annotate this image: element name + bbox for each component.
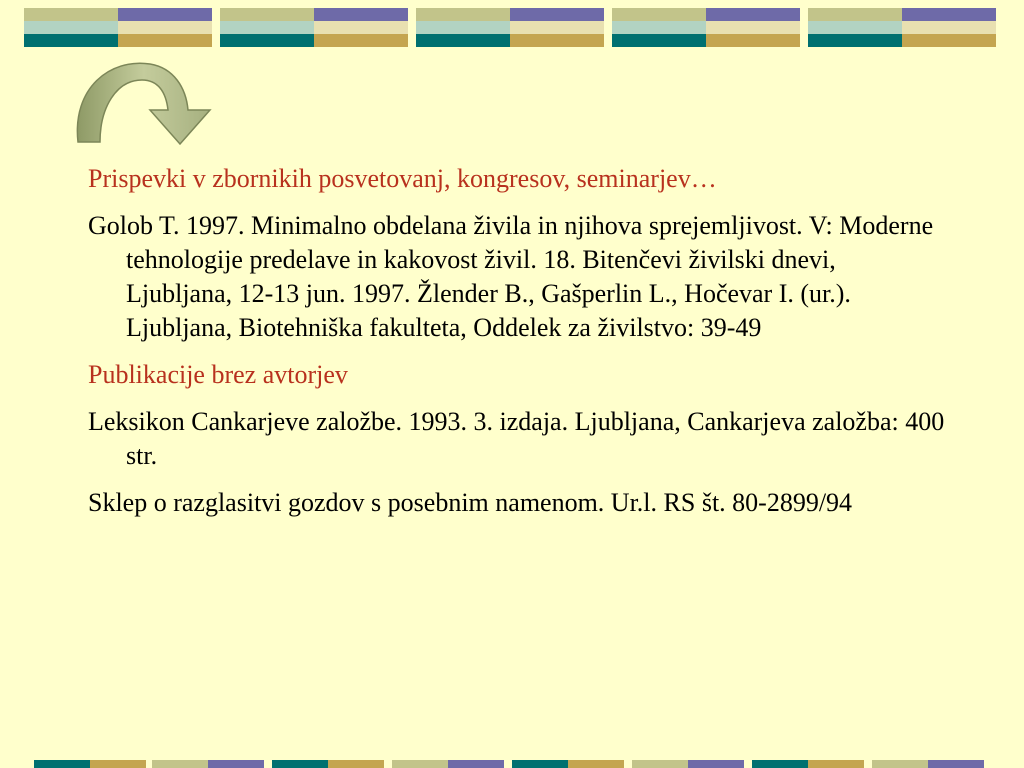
top-decoration-block xyxy=(24,8,212,47)
top-decoration-block xyxy=(808,8,996,47)
reference-entry: Sklep o razglasitvi gozdov s posebnim namenom. Ur.l. RS št. 80-2899/94 xyxy=(88,488,853,517)
section-heading-proceedings: Prispevki v zbornikih posvetovanj, kongresov, seminarjev… xyxy=(88,164,717,193)
reference-list xyxy=(88,162,948,533)
top-decoration-block xyxy=(220,8,408,47)
bottom-decoration-strip xyxy=(0,760,1024,768)
top-decoration-block xyxy=(612,8,800,47)
section-heading-no-author: Publikacije brez avtorjev xyxy=(88,360,348,389)
curved-arrow-icon xyxy=(70,58,218,148)
top-decoration-block xyxy=(416,8,604,47)
reference-entry: Golob T. 1997. Minimalno obdelana živila in njihova sprejemljivost. V: Moderne tehnologije predelave in kakovost živil. 18. Bitenčevi živilski dnevi, Ljubljana, 12-13 jun. 1997. Žlender B., Gašperlin L., Hočevar I. (ur.). Ljubljana, Biotehniška fakulteta, Oddelek za živilstvo: 39-49 xyxy=(88,211,934,342)
reference-entry: Leksikon Cankarjeve založbe. 1993. 3. izdaja. Ljubljana, Cankarjeva založba: 400 str. xyxy=(88,407,945,470)
